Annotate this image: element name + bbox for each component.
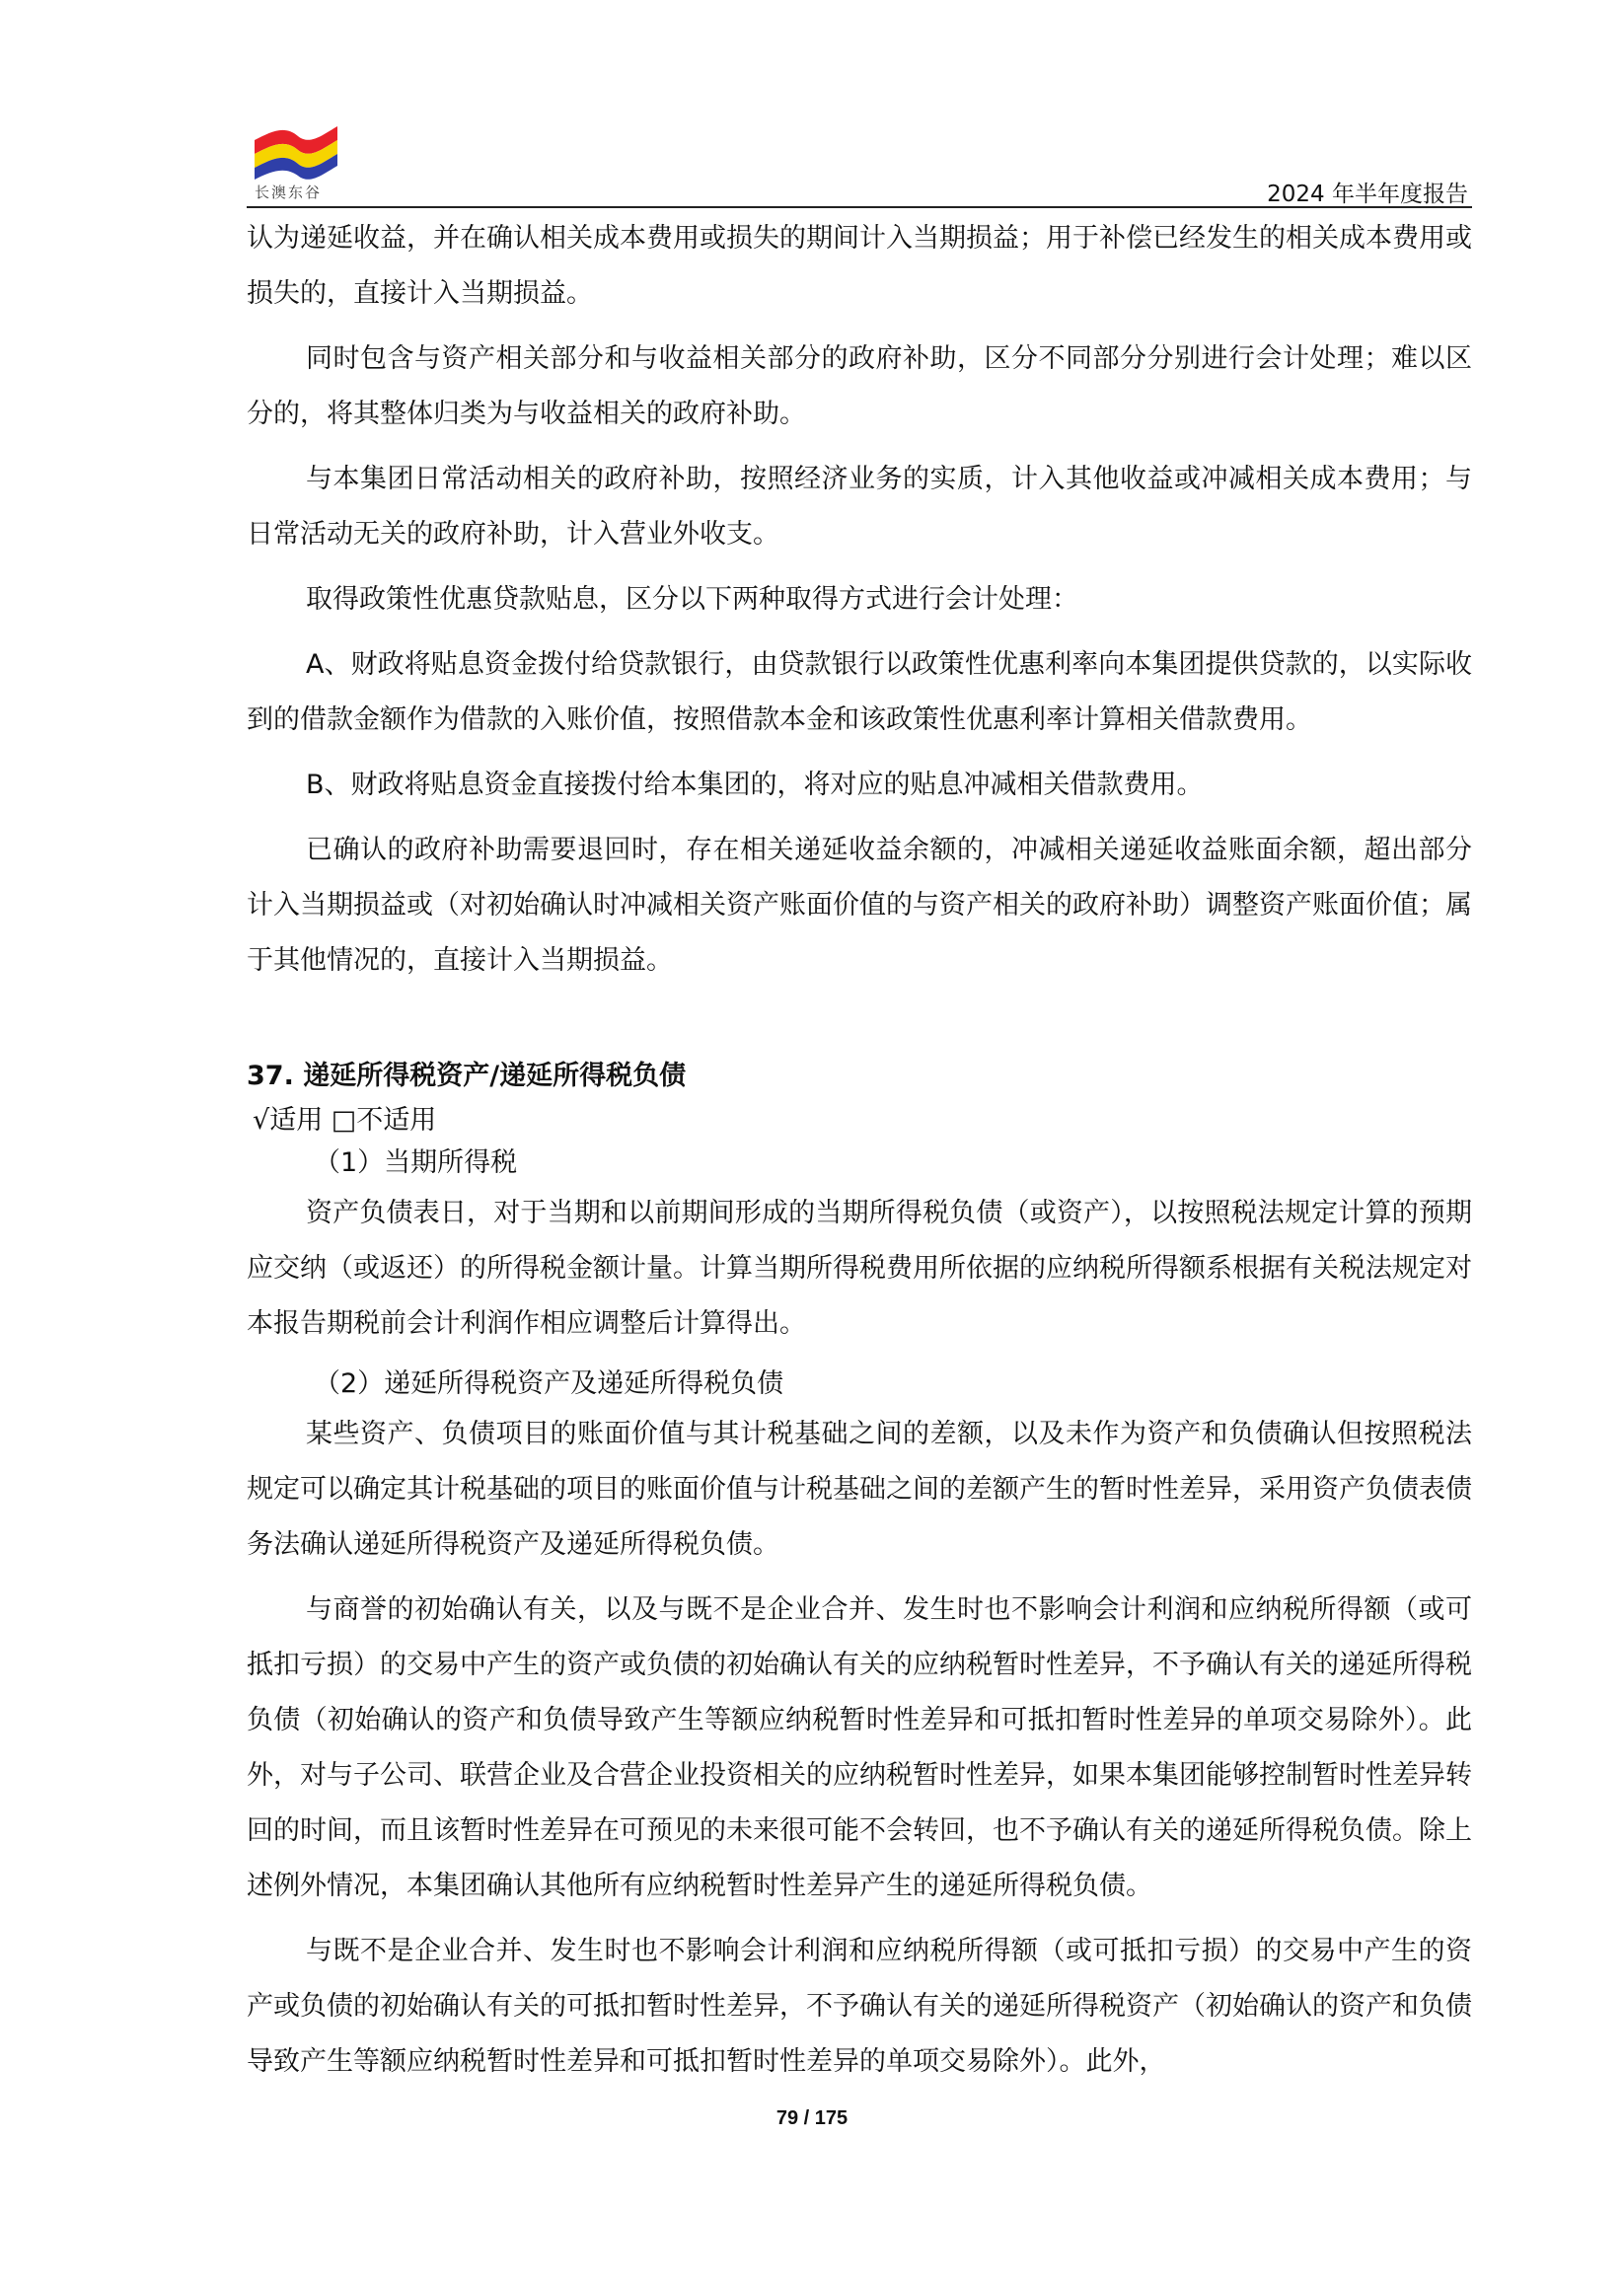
paragraph: 资产负债表日，对于当期和以前期间形成的当期所得税负债（或资产），以按照税法规定计算的预期应交纳（或返还）的所得税金额计量。计算当期所得税费用所依据的应纳税所得额系根据有关税法规定对本报告期税前会计利润作相应调整后计算得出。 bbox=[247, 1198, 1472, 1339]
paragraph: 同时包含与资产相关部分和与收益相关部分的政府补助，区分不同部分分别进行会计处理；难以区分的，将其整体归类为与收益相关的政府补助。 bbox=[247, 343, 1472, 429]
company-logo-icon bbox=[251, 111, 341, 180]
logo-text: 长澳东谷 bbox=[255, 184, 323, 201]
paragraph: 已确认的政府补助需要退回时，存在相关递延收益余额的，冲减相关递延收益账面余额，超出部分计入当期损益或（对初始确认时冲减相关资产账面价值的与资产相关的政府补助）调整资产账面价值；属于其他情况的，直接计入当期损益。 bbox=[247, 835, 1472, 976]
paragraph: 与本集团日常活动相关的政府补助，按照经济业务的实质，计入其他收益或冲减相关成本费用；与日常活动无关的政府补助，计入营业外收支。 bbox=[247, 464, 1472, 550]
page-number: 79 / 175 bbox=[775, 2107, 849, 2129]
applicability-checkbox: √适用 □不适用 bbox=[253, 1105, 437, 1136]
paragraph: A、财政将贴息资金拨付给贷款银行，由贷款银行以政策性优惠利率向本集团提供贷款的，以实际收到的借款金额作为借款的入账价值，按照借款本金和该政策性优惠利率计算相关借款费用。 bbox=[247, 649, 1472, 735]
page-body bbox=[247, 211, 1472, 2100]
subsection-heading: （1）当期所得税 bbox=[314, 1147, 518, 1178]
paragraph: 某些资产、负债项目的账面价值与其计税基础之间的差额，以及未作为资产和负债确认但按照税法规定可以确定其计税基础的项目的账面价值与计税基础之间的差额产生的暂时性差异，采用资产负债表债务法确认递延所得税资产及递延所得税负债。 bbox=[247, 1419, 1472, 1560]
paragraph: 与商誉的初始确认有关，以及与既不是企业合并、发生时也不影响会计利润和应纳税所得额（或可抵扣亏损）的交易中产生的资产或负债的初始确认有关的应纳税暂时性差异，不予确认有关的递延所得税负债（初始确认的资产和负债导致产生等额应纳税暂时性差异和可抵扣暂时性差异的单项交易除外）。此外，对与子公司、联营企业及合营企业投资相关的应纳税暂时性差异，如果本集团能够控制暂时性差异转回的时间，而且该暂时性差异在可预见的未来很可能不会转回，也不予确认有关的递延所得税负债。除上述例外情况，本集团确认其他所有应纳税暂时性差异产生的递延所得税负债。 bbox=[247, 1594, 1472, 1901]
page-header bbox=[247, 111, 1472, 209]
report-title: 2024 年半年度报告 bbox=[1267, 182, 1468, 207]
header-divider bbox=[247, 206, 1472, 208]
paragraph: 认为递延收益，并在确认相关成本费用或损失的期间计入当期损益；用于补偿已经发生的相关成本费用或损失的，直接计入当期损益。 bbox=[247, 223, 1472, 309]
paragraph: B、财政将贴息资金直接拨付给本集团的，将对应的贴息冲减相关借款费用。 bbox=[306, 770, 1204, 800]
paragraph: 与既不是企业合并、发生时也不影响会计利润和应纳税所得额（或可抵扣亏损）的交易中产生的资产或负债的初始确认有关的可抵扣暂时性差异，不予确认有关的递延所得税资产（初始确认的资产和负债导致产生等额应纳税暂时性差异和可抵扣暂时性差异的单项交易除外）。此外， bbox=[247, 1936, 1472, 2077]
subsection-heading: （2）递延所得税资产及递延所得税负债 bbox=[314, 1368, 784, 1399]
section-title: 37. 递延所得税资产/递延所得税负债 bbox=[247, 1061, 687, 1091]
paragraph: 取得政策性优惠贷款贴息，区分以下两种取得方式进行会计处理： bbox=[306, 584, 1078, 615]
